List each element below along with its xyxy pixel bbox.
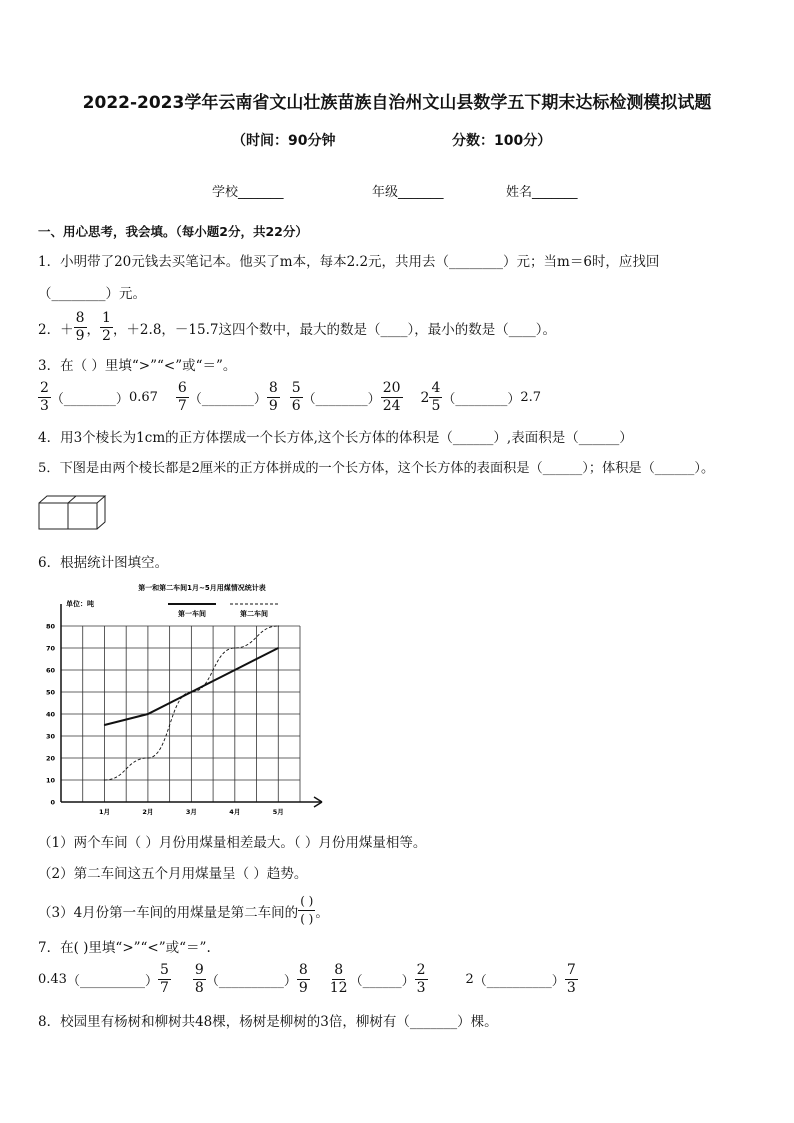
answer-blank[interactable]: （__________） xyxy=(66,974,158,989)
x-tick-label: 1月 xyxy=(98,808,110,816)
answer-blank[interactable]: （________） xyxy=(188,392,267,407)
question-7-stem: 7．在( )里填“>”“<”或“＝”. xyxy=(38,940,211,956)
name-field[interactable]: 姓名_______ xyxy=(506,185,578,200)
question-1-line-2: （________）元。 xyxy=(38,286,146,302)
series-point-1 xyxy=(104,724,105,725)
fraction: $\frac{1}{2}$ xyxy=(102,310,111,344)
x-tick-label: 5月 xyxy=(272,808,284,816)
question-2-rest: ，＋2.8，－15.7这四个数中，最大的数是（____），最小的数是（____）。 xyxy=(112,321,556,338)
question-6-part-3-end: 。 xyxy=(315,904,329,921)
fraction: $\frac{5}{6}$ xyxy=(291,380,301,414)
mixed-whole: 2 xyxy=(420,389,430,406)
section-heading: 一、用心思考，我会填。（每小题2分，共22分） xyxy=(38,224,308,239)
fraction: $\frac{8}{9}$ xyxy=(268,380,278,414)
compare-value: 0.67 xyxy=(128,390,158,405)
fraction: $\frac{5}{7}$ xyxy=(159,962,169,996)
chart-title: 第一和第二车间1月~5月用煤情况统计表 xyxy=(138,584,266,592)
fraction: $\frac{8}{9}$ xyxy=(75,310,85,344)
chart-unit-label: 单位：吨 xyxy=(66,600,94,608)
question-2-prefix: 2．＋ xyxy=(38,321,74,338)
page-title: 2022-2023学年云南省文山壮族苗族自治州文山县数学五下期末达标检测模拟试题 xyxy=(82,93,712,113)
question-6-part-2: （2）第二车间这五个月用煤量呈（ ）趋势。 xyxy=(38,866,308,882)
grade-field[interactable]: 年级_______ xyxy=(372,185,444,200)
cube-front-right xyxy=(68,503,97,529)
separator: ， xyxy=(86,321,101,338)
question-4: 4．用3个棱长为1cm的正方体摆成一个长方体,这个长方体的体积是（______）,表面积是（______） xyxy=(38,430,633,446)
school-field[interactable]: 学校_______ xyxy=(212,185,284,200)
x-tick-label: 2月 xyxy=(142,808,154,816)
y-tick-label: 20 xyxy=(45,754,55,763)
question-3-items xyxy=(38,380,541,415)
coal-usage-line-chart xyxy=(30,576,330,820)
fraction: $\frac{2}{3}$ xyxy=(416,962,426,996)
y-tick-label: 30 xyxy=(45,732,55,741)
y-tick-label: 50 xyxy=(45,688,55,697)
answer-blank[interactable]: （______） xyxy=(349,974,415,989)
legend-label-series-2: 第二车间 xyxy=(240,610,268,618)
x-tick-label: 4月 xyxy=(229,808,241,816)
answer-fraction[interactable]: $\frac{( )}{( )}$ xyxy=(300,894,314,926)
fraction: $\frac{20}{24}$ xyxy=(382,380,401,414)
answer-blank[interactable]: （________） xyxy=(50,392,129,407)
cuboid-figure xyxy=(36,493,108,533)
question-6-stem: 6．根据统计图填空。 xyxy=(38,555,169,571)
question-6-part-1: （1）两个车间（ ）月份用煤量相差最大。（ ）月份用煤量相等。 xyxy=(38,835,427,851)
chart-tick-labels xyxy=(46,623,284,817)
cube-front-left xyxy=(39,503,68,529)
fraction: $\frac{4}{5}$ xyxy=(431,380,441,414)
series-point-2 xyxy=(147,757,148,758)
question-7-items xyxy=(38,962,578,997)
y-tick-label: 70 xyxy=(45,644,55,653)
fraction: $\frac{7}{3}$ xyxy=(566,962,576,996)
y-tick-label: 60 xyxy=(45,666,55,675)
y-tick-label: 80 xyxy=(45,622,55,631)
question-5: 5．下图是由两个棱长都是2厘米的正方体拼成的一个长方体，这个长方体的表面积是（______）；体积是（______）。 xyxy=(38,461,715,476)
answer-blank[interactable]: （________） xyxy=(302,392,381,407)
exam-time: （时间：90分钟 xyxy=(232,133,336,149)
series-point-1 xyxy=(147,713,148,714)
fraction: $\frac{8}{9}$ xyxy=(298,962,308,996)
series-point-1 xyxy=(234,669,235,670)
exam-score: 分数：100分） xyxy=(452,133,552,149)
x-tick-label: 3月 xyxy=(185,808,197,816)
answer-blank[interactable]: （________） xyxy=(442,392,521,407)
fraction: $\frac{2}{3}$ xyxy=(40,380,49,414)
compare-value: 2.7 xyxy=(520,390,542,405)
question-6-part-3 xyxy=(38,893,329,928)
answer-blank[interactable]: （__________） xyxy=(205,974,297,989)
legend-label-series-1: 第一车间 xyxy=(178,610,206,618)
question-8: 8．校园里有杨树和柳树共48棵，杨树是柳树的3倍，柳树有（_______）棵。 xyxy=(38,1014,498,1030)
series-point-2 xyxy=(191,691,192,692)
question-2 xyxy=(38,310,556,345)
fraction: $\frac{8}{12}$ xyxy=(329,962,348,996)
chart-grid xyxy=(61,626,300,802)
series-point-2 xyxy=(234,647,235,648)
y-tick-label: 10 xyxy=(45,776,55,785)
compare-value: 2 xyxy=(465,972,474,987)
series-point-2 xyxy=(104,779,105,780)
series-point-2 xyxy=(278,625,279,626)
compare-value: 0.43 xyxy=(38,972,67,987)
question-3-stem: 3．在（ ）里填“>”“<”或“＝”。 xyxy=(38,358,237,374)
answer-blank[interactable]: （__________） xyxy=(473,974,565,989)
question-1-line-1: 1．小明带了20元钱去买笔记本。他买了m本，每本2.2元，共用去（________）元；当m＝6时，应找回 xyxy=(38,254,660,270)
cuboid-side xyxy=(97,496,105,529)
y-tick-label: 0 xyxy=(50,798,55,807)
fraction: $\frac{9}{8}$ xyxy=(194,962,204,996)
y-tick-label: 40 xyxy=(45,710,55,719)
fraction: $\frac{6}{7}$ xyxy=(177,380,187,414)
series-point-1 xyxy=(278,647,279,648)
cuboid-top-divider xyxy=(68,496,76,503)
question-6-part-3-text: （3）4月份第一车间的用煤量是第二车间的 xyxy=(38,904,299,921)
